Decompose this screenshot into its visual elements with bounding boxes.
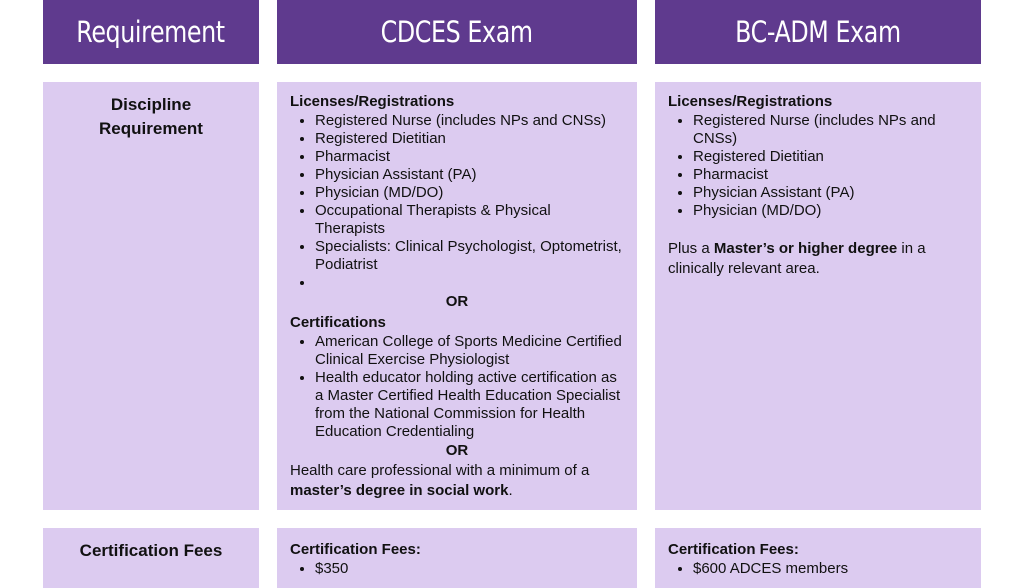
bcadm-licenses-list	[668, 112, 968, 220]
discipline-label: Discipline Requirement	[99, 95, 203, 138]
list-item: • Physician Assistant (PA)	[315, 166, 624, 184]
social-work-bold: master’s degree in social work	[290, 482, 509, 499]
bcadm-licenses-title: Licenses/Registrations	[668, 93, 833, 110]
cdces-or-1: OR	[445, 293, 469, 310]
list-item: • Registered Nurse (includes NPs and CNSs)	[315, 112, 624, 130]
list-item: • Specialists: Clinical Psychologist, Optometrist, Podiatrist	[315, 238, 624, 274]
header-requirement-label: Requirement	[76, 15, 226, 49]
plus-bold: Master’s or higher degree	[713, 240, 898, 257]
header-cdces	[277, 0, 637, 64]
fees-label-cell	[43, 528, 259, 588]
list-item: • Physician (MD/DO)	[315, 184, 624, 202]
list-item: • Health educator holding active certification as a Master Certified Health Education Specialist from the National Commission for Health Education Credentialing	[315, 369, 624, 441]
bcadm-plus-degree	[668, 239, 968, 279]
bcadm-fees-list	[668, 560, 968, 578]
cdces-social-work	[290, 461, 624, 501]
list-item: • $350	[315, 560, 624, 578]
social-work-suffix: .	[508, 482, 513, 499]
cdces-fees-list	[290, 560, 624, 578]
discipline-label-cell	[43, 82, 259, 510]
social-work-prefix: Health care professional with a minimum of a	[290, 462, 590, 479]
list-item: • Registered Nurse (includes NPs and CNSs)	[693, 112, 968, 148]
cdces-licenses-list	[290, 112, 624, 292]
list-item: • Pharmacist	[315, 148, 624, 166]
cdces-licenses-title: Licenses/Registrations	[290, 93, 455, 110]
header-bcadm-label: BC-ADM Exam	[735, 15, 901, 49]
list-item: • Physician (MD/DO)	[693, 202, 968, 220]
list-item: • Registered Dietitian	[315, 130, 624, 148]
list-item: • Pharmacist	[693, 166, 968, 184]
discipline-bcadm-cell	[655, 82, 981, 510]
fees-bcadm-cell	[655, 528, 981, 588]
header-bcadm	[655, 0, 981, 64]
list-item: • Physician Assistant (PA)	[693, 184, 968, 202]
list-item: • American College of Sports Medicine Certified Clinical Exercise Physiologist	[315, 333, 624, 369]
cdces-certifications-list	[290, 333, 624, 441]
fees-cdces-cell	[277, 528, 637, 588]
bcadm-fees-title: Certification Fees:	[668, 541, 799, 558]
cdces-fees-title: Certification Fees:	[290, 541, 421, 558]
list-item-empty	[315, 274, 624, 292]
cdces-or-2: OR	[445, 442, 469, 459]
list-item: • Registered Dietitian	[693, 148, 968, 166]
list-item: • Occupational Therapists & Physical Therapists	[315, 202, 624, 238]
header-cdces-label: CDCES Exam	[381, 15, 533, 49]
header-requirement	[43, 0, 259, 64]
plus-prefix: Plus a	[668, 240, 714, 257]
discipline-cdces-cell	[277, 82, 637, 510]
list-item: • $600 ADCES members	[693, 560, 968, 578]
plus-suffix: in a clinically relevant area.	[668, 240, 926, 277]
fees-label: Certification Fees	[79, 541, 223, 560]
cdces-certifications-title: Certifications	[290, 314, 386, 331]
